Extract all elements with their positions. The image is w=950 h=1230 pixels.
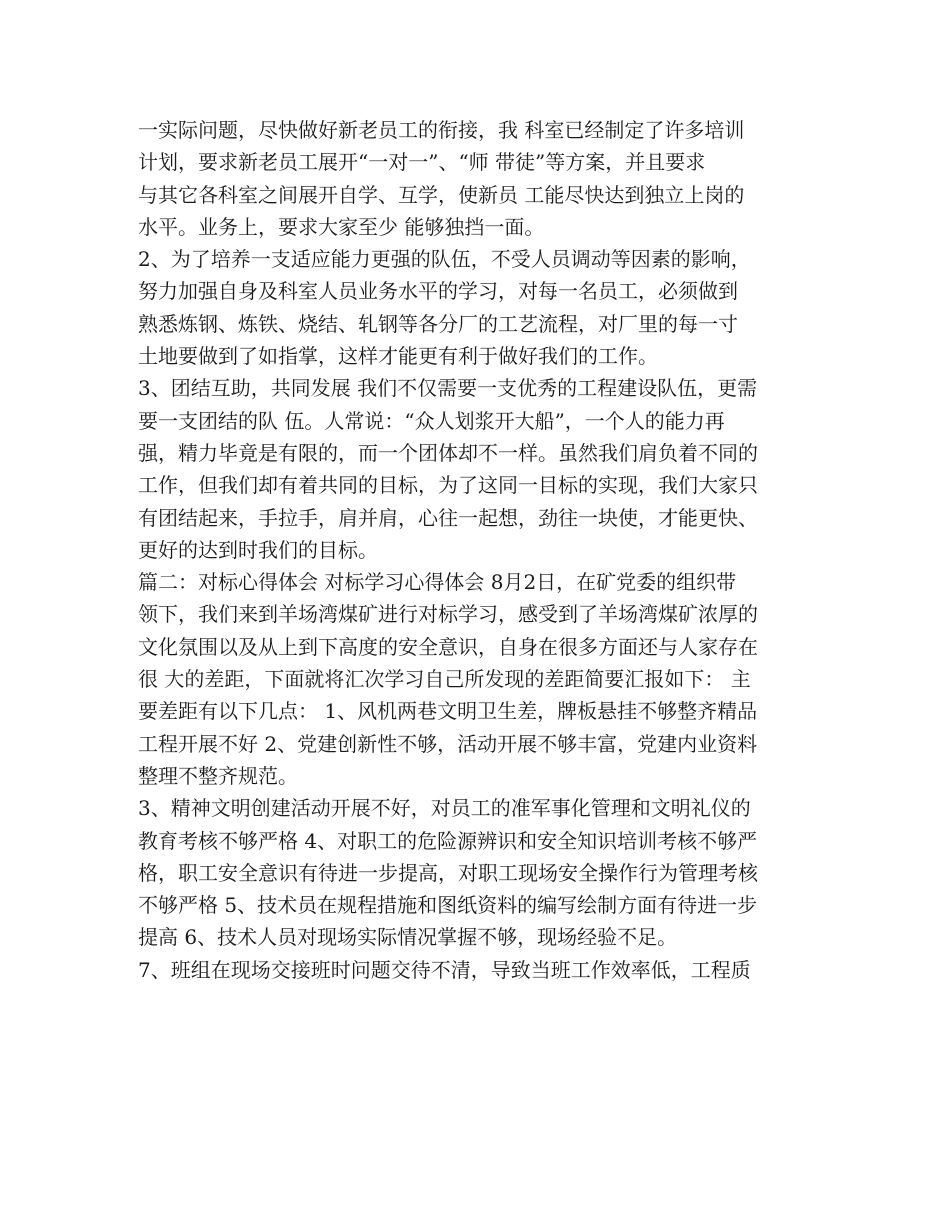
text-line: 提高 6、技术人员对现场实际情况掌握不够，现场经验不足。 bbox=[138, 925, 678, 950]
text-line: 熟悉炼钢、炼铁、烧结、轧钢等各分厂的工艺流程，对厂里的每一寸 bbox=[138, 311, 738, 336]
text-line: 整理不整齐规范。 bbox=[138, 763, 298, 788]
text-line: 3、精神文明创建活动开展不好，对员工的准军事化管理和文明礼仪的 bbox=[138, 796, 751, 821]
text-line: 一实际问题，尽快做好新老员工的衔接，我 科室已经制定了许多培训 bbox=[138, 118, 745, 142]
text-line: 与其它各科室之间展开自学、互学，使新员 工能尽快达到独立上岗的 bbox=[138, 182, 745, 207]
text-line: 强，精力毕竟是有限的，而一个团体却不一样。虽然我们肩负着不同的 bbox=[138, 440, 758, 465]
text-line: 2、为了培养一支适应能力更强的队伍，不受人员调动等因素的影响， bbox=[138, 247, 751, 272]
text-line: 3、团结互助，共同发展 我们不仅需要一支优秀的工程建设队伍，更需 bbox=[138, 376, 758, 401]
text-line: 篇二：对标心得体会 对标学习心得体会 8月2日，在矿党委的组织带 bbox=[138, 570, 737, 595]
text-line: 水平。业务上，要求大家至少 能够独挡一面。 bbox=[138, 214, 545, 239]
text-line: 计划，要求新老员工展开“一对一”、“师 带徒”等方案，并且要求 bbox=[138, 150, 706, 175]
text-line: 工程开展不好 2、党建创新性不够，活动开展不够丰富，党建内业资料 bbox=[138, 731, 758, 756]
text-line: 不够严格 5、技术员在规程措施和图纸资料的编写绘制方面有待进一步 bbox=[138, 893, 758, 918]
text-line: 教育考核不够严格 4、对职工的危险源辨识和安全知识培训考核不够严 bbox=[138, 828, 758, 853]
text-line: 文化氛围以及从上到下高度的安全意识，自身在很多方面还与人家存在 bbox=[138, 634, 758, 659]
text-line: 更好的达到时我们的目标。 bbox=[138, 537, 378, 562]
text-line: 格，职工安全意识有待进一步提高，对职工现场安全操作行为管理考核 bbox=[138, 860, 758, 885]
document-body bbox=[138, 114, 838, 986]
text-line: 要一支团结的队 伍。人常说：“众人划浆开大船”，一个人的能力再 bbox=[138, 408, 725, 433]
text-line: 有团结起来，手拉手，肩并肩，心往一起想，劲往一块使，才能更快、 bbox=[138, 505, 758, 530]
text-line: 工作，但我们却有着共同的目标，为了这同一目标的实现，我们大家只 bbox=[138, 473, 758, 498]
text-line: 很 大的差距，下面就将汇次学习自己所发现的差距简要汇报如下： 主 bbox=[138, 667, 751, 692]
text-line: 要差距有以下几点： 1、风机两巷文明卫生差，牌板悬挂不够整齐精品 bbox=[138, 699, 758, 724]
text-line: 努力加强自身及科室人员业务水平的学习，对每一名员工，必须做到 bbox=[138, 279, 738, 304]
text-line: 土地要做到了如指掌，这样才能更有利于做好我们的工作。 bbox=[138, 344, 658, 369]
text-line: 7、班组在现场交接班时问题交待不清，导致当班工作效率低，工程质 bbox=[138, 957, 751, 982]
text-line: 领下，我们来到羊场湾煤矿进行对标学习，感受到了羊场湾煤矿浓厚的 bbox=[138, 602, 758, 627]
